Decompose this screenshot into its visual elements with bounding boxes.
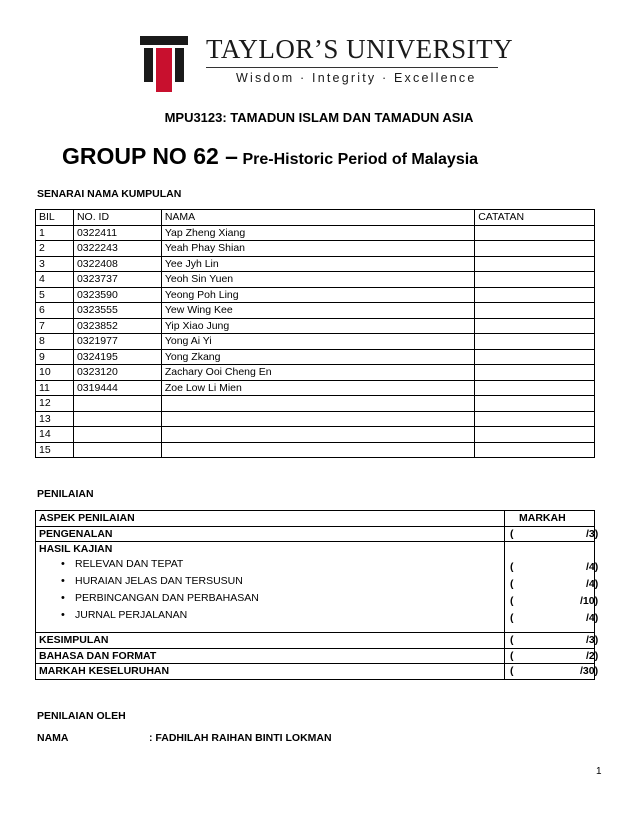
language-label: BAHASA DAN FORMAT — [36, 648, 505, 664]
row-notes — [475, 334, 595, 350]
intro-mark: ( /3) — [505, 526, 595, 542]
row-id: 0324195 — [73, 349, 161, 365]
findings-item: • PERBINCANGAN DAN PERBAHASAN — [61, 590, 501, 607]
row-name: Yap Zheng Xiang — [161, 225, 474, 241]
total-mark: ( /30) — [505, 664, 595, 680]
row-notes — [475, 272, 595, 288]
row-id: 0323852 — [73, 318, 161, 334]
page-number: 1 — [596, 766, 602, 777]
table-row — [36, 256, 595, 272]
row-name: Yee Jyh Lin — [161, 256, 474, 272]
header-bil: BIL — [36, 210, 74, 226]
language-mark: ( /2) — [505, 648, 595, 664]
findings-label: HASIL KAJIAN — [39, 543, 113, 555]
row-id: 0323590 — [73, 287, 161, 303]
row-bil: 12 — [36, 396, 74, 412]
group-heading — [62, 143, 478, 170]
row-name: Zachary Ooi Cheng En — [161, 365, 474, 381]
row-bil: 7 — [36, 318, 74, 334]
group-number: GROUP NO 62 – — [62, 143, 238, 169]
row-name — [161, 427, 474, 443]
row-notes — [475, 303, 595, 319]
members-header-row — [36, 210, 595, 226]
row-notes — [475, 380, 595, 396]
row-name: Yong Ai Yi — [161, 334, 474, 350]
row-bil: 5 — [36, 287, 74, 303]
table-row — [36, 334, 595, 350]
table-row — [36, 303, 595, 319]
assessor-name-label: NAMA — [37, 732, 69, 744]
total-row — [36, 664, 595, 680]
total-label: MARKAH KESELURUHAN — [36, 664, 505, 680]
row-name — [161, 411, 474, 427]
aspect-header: ASPEK PENILAIAN — [36, 511, 505, 527]
row-name: Zoe Low Li Mien — [161, 380, 474, 396]
intro-label: PENGENALAN — [36, 526, 505, 542]
row-name: Yip Xiao Jung — [161, 318, 474, 334]
row-notes — [475, 287, 595, 303]
table-row — [36, 272, 595, 288]
conclusion-mark: ( /3) — [505, 633, 595, 649]
course-title: MPU3123: TAMADUN ISLAM DAN TAMADUN ASIA — [164, 110, 474, 125]
row-name: Yeoh Sin Yuen — [161, 272, 474, 288]
row-bil: 9 — [36, 349, 74, 365]
assessment-table — [35, 510, 599, 680]
row-name — [161, 442, 474, 458]
header-name: NAMA — [161, 210, 474, 226]
members-table — [35, 209, 595, 458]
row-notes — [475, 318, 595, 334]
assessor-name-value: : FADHILAH RAIHAN BINTI LOKMAN — [149, 732, 332, 744]
assessment-section-label: PENILAIAN — [37, 488, 94, 500]
row-name — [161, 396, 474, 412]
row-id — [73, 411, 161, 427]
row-id: 0323120 — [73, 365, 161, 381]
row-name: Yeong Poh Ling — [161, 287, 474, 303]
row-notes — [475, 396, 595, 412]
row-id: 0322411 — [73, 225, 161, 241]
row-bil: 6 — [36, 303, 74, 319]
members-section-label: SENARAI NAMA KUMPULAN — [37, 188, 182, 200]
table-row — [36, 241, 595, 257]
row-id: 0322243 — [73, 241, 161, 257]
findings-marks: ( /4) ( /4) ( /10) ( /4) — [505, 542, 595, 633]
row-notes — [475, 365, 595, 381]
row-id — [73, 427, 161, 443]
row-id: 0319444 — [73, 380, 161, 396]
table-row — [36, 442, 595, 458]
row-bil: 11 — [36, 380, 74, 396]
row-name: Yew Wing Kee — [161, 303, 474, 319]
row-bil: 13 — [36, 411, 74, 427]
conclusion-row — [36, 633, 595, 649]
findings-cell — [36, 542, 505, 633]
row-id: 0323737 — [73, 272, 161, 288]
conclusion-label: KESIMPULAN — [36, 633, 505, 649]
mark-header: MARKAH — [505, 511, 595, 527]
university-name: TAYLOR’S UNIVERSITY — [206, 34, 514, 64]
findings-item: • JURNAL PERJALANAN — [61, 607, 501, 624]
assessor-name-row — [37, 732, 332, 744]
table-row — [36, 396, 595, 412]
table-row — [36, 318, 595, 334]
row-bil: 1 — [36, 225, 74, 241]
row-name: Yong Zkang — [161, 349, 474, 365]
row-notes — [475, 427, 595, 443]
row-notes — [475, 411, 595, 427]
table-row — [36, 365, 595, 381]
row-id: 0322408 — [73, 256, 161, 272]
university-tagline: Wisdom · Integrity · Excellence — [236, 71, 477, 85]
assessor-section-label: PENILAIAN OLEH — [37, 710, 126, 722]
table-row — [36, 287, 595, 303]
group-topic: Pre-Historic Period of Malaysia — [242, 151, 479, 168]
language-row — [36, 648, 595, 664]
row-bil: 8 — [36, 334, 74, 350]
row-notes — [475, 241, 595, 257]
row-bil: 3 — [36, 256, 74, 272]
intro-row — [36, 526, 595, 542]
row-id — [73, 442, 161, 458]
row-notes — [475, 225, 595, 241]
findings-item: • HURAIAN JELAS DAN TERSUSUN — [61, 573, 501, 590]
row-bil: 4 — [36, 272, 74, 288]
university-logo — [140, 34, 514, 94]
row-id: 0321977 — [73, 334, 161, 350]
taylors-emblem-icon — [140, 36, 188, 92]
row-name: Yeah Phay Shian — [161, 241, 474, 257]
header-notes: CATATAN — [475, 210, 595, 226]
table-row — [36, 427, 595, 443]
row-bil: 2 — [36, 241, 74, 257]
row-notes — [475, 256, 595, 272]
row-bil: 14 — [36, 427, 74, 443]
row-notes — [475, 442, 595, 458]
row-bil: 15 — [36, 442, 74, 458]
table-row — [36, 380, 595, 396]
findings-item: • RELEVAN DAN TEPAT — [61, 556, 501, 573]
logo-divider — [206, 67, 498, 68]
table-row — [36, 411, 595, 427]
row-notes — [475, 349, 595, 365]
assessment-header-row — [36, 511, 595, 527]
table-row — [36, 349, 595, 365]
row-id: 0323555 — [73, 303, 161, 319]
header-id: NO. ID — [73, 210, 161, 226]
row-id — [73, 396, 161, 412]
row-bil: 10 — [36, 365, 74, 381]
findings-row — [36, 542, 595, 633]
table-row — [36, 225, 595, 241]
findings-list — [39, 556, 501, 624]
